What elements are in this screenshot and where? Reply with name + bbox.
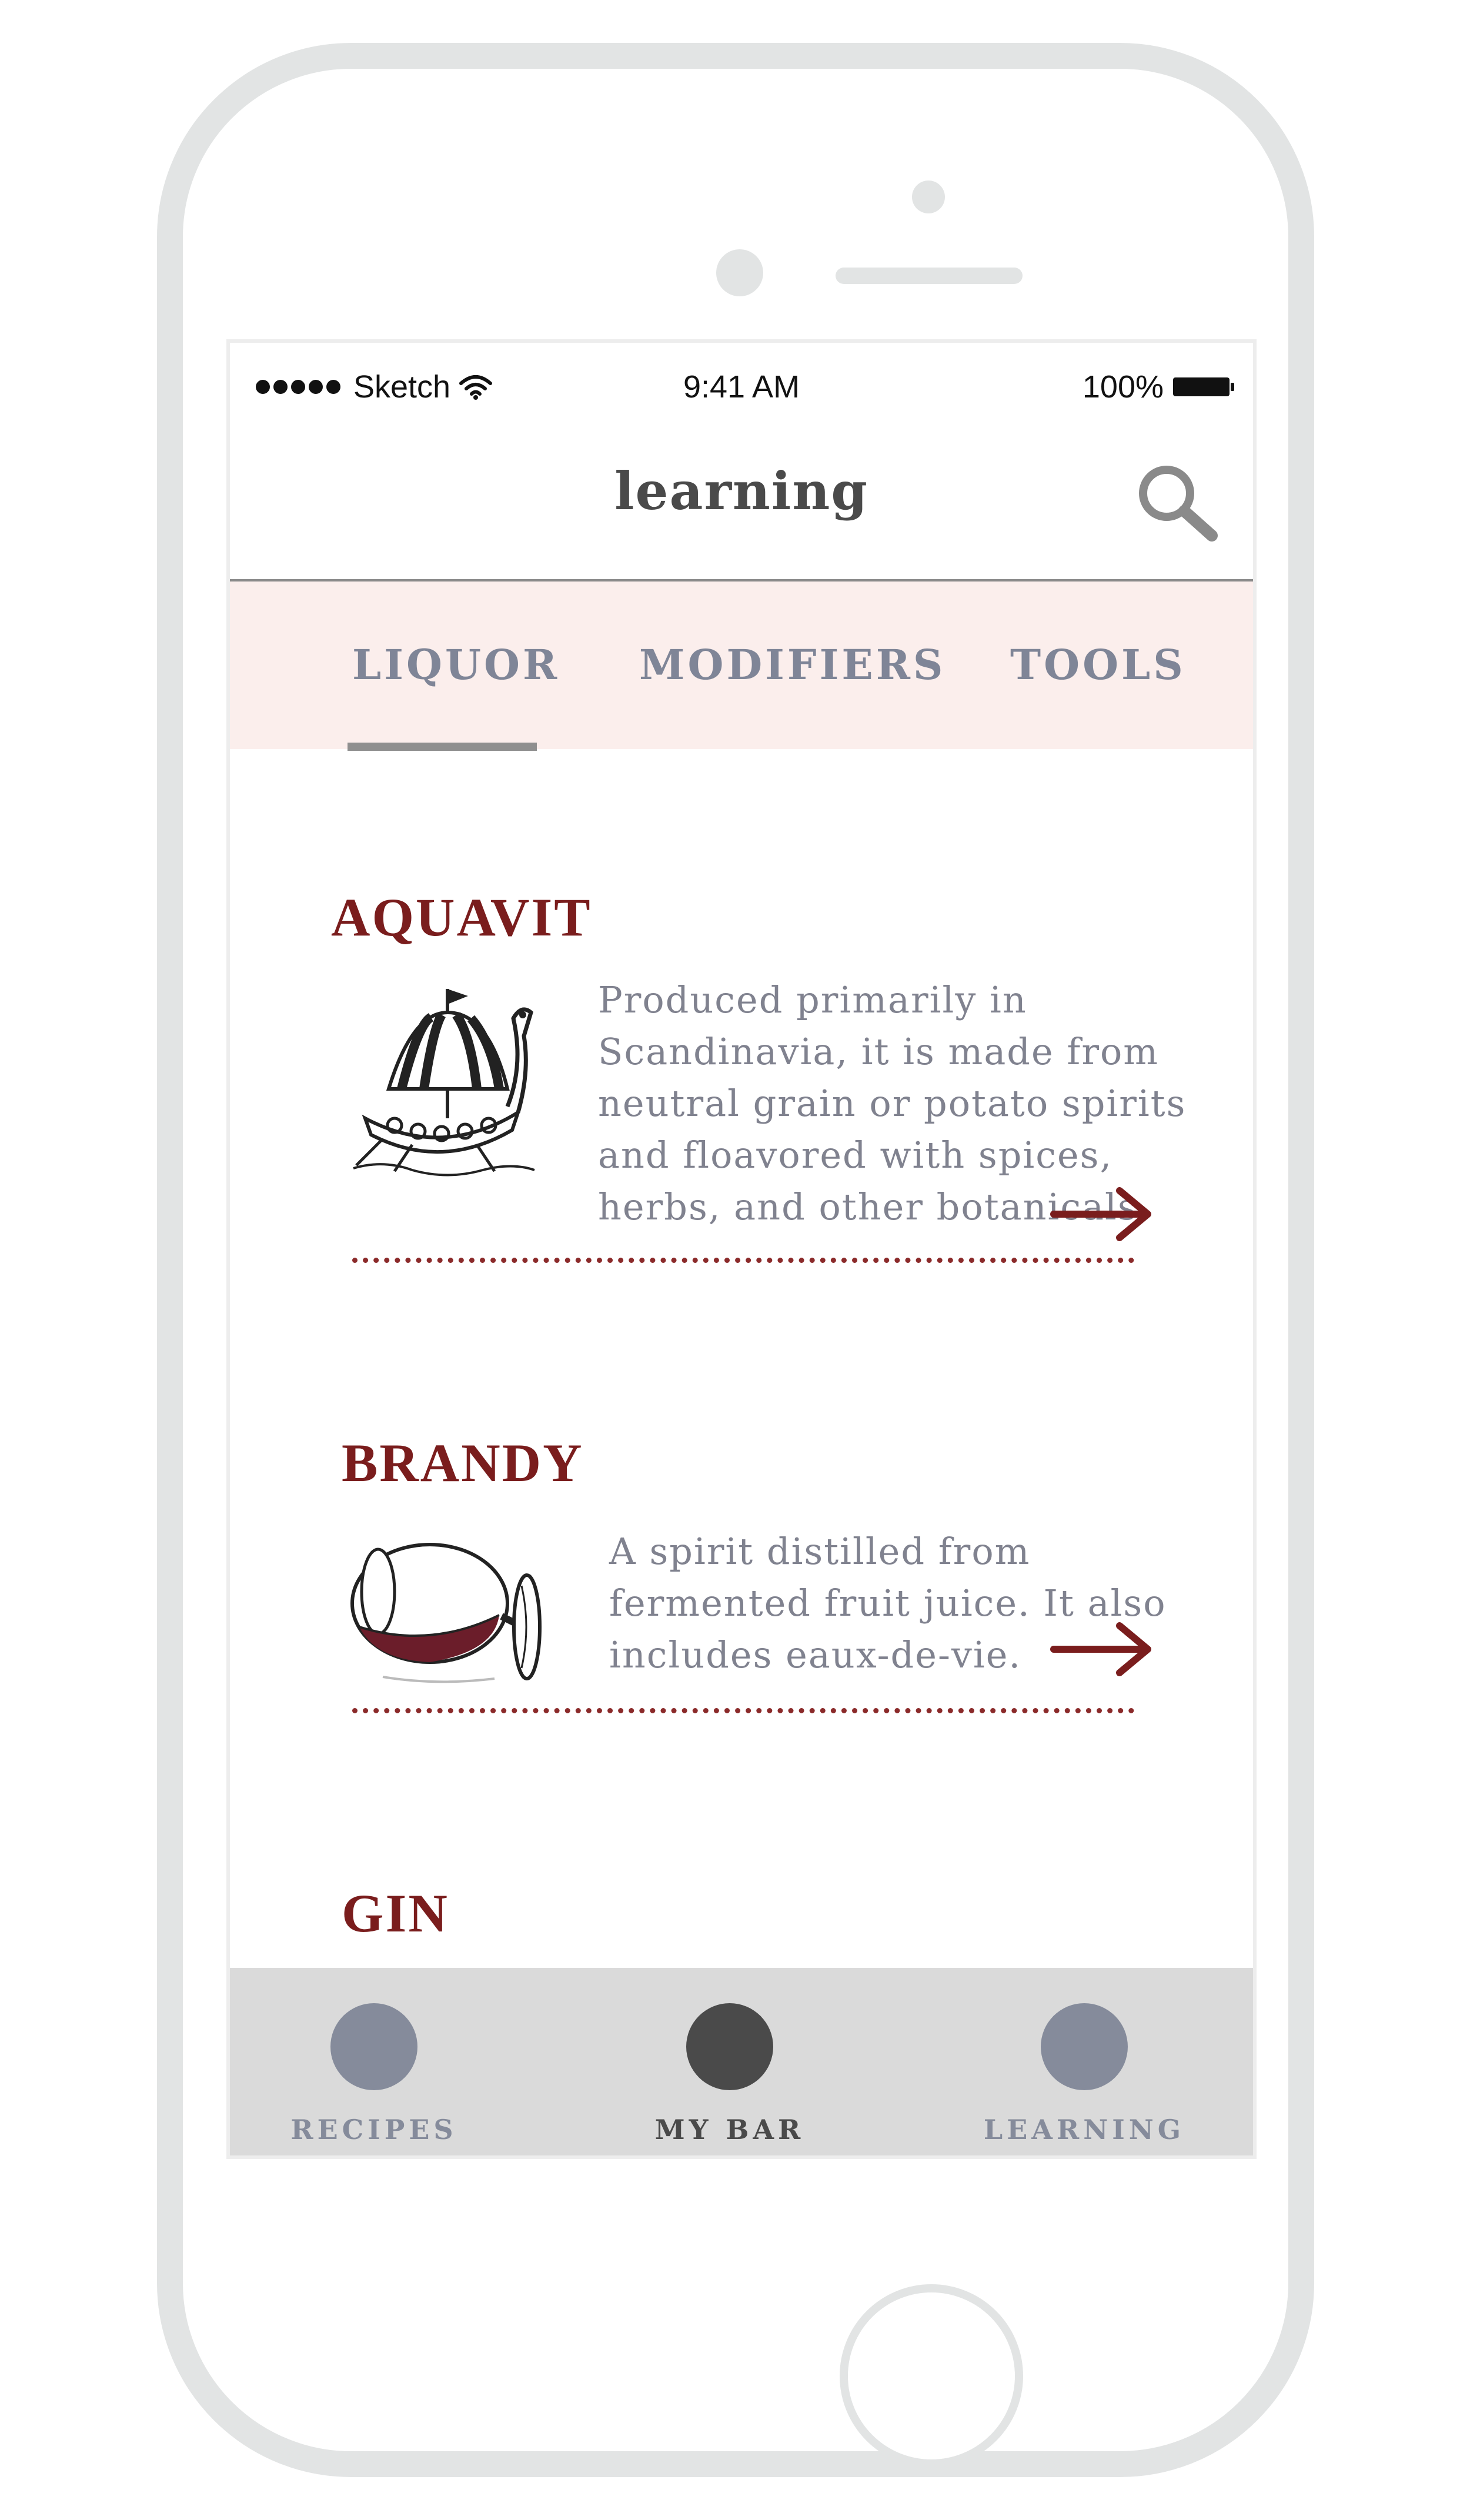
sensor-dot (912, 181, 945, 213)
status-time: 9:41 AM (683, 369, 800, 405)
status-right (1083, 369, 1235, 405)
tab-modifiers[interactable]: MODIFIERS (639, 640, 946, 689)
page-title: learning (614, 460, 868, 522)
divider (352, 1708, 1134, 1713)
item-title: BRANDY (342, 1433, 584, 1493)
liquor-list (230, 751, 1253, 1943)
brandy-glass-icon (348, 1515, 547, 1686)
tab-label: LEARNING (983, 2114, 1185, 2145)
app-screen (226, 339, 1257, 2159)
tab-learning[interactable] (967, 2003, 1202, 2145)
divider (352, 1258, 1134, 1263)
battery-icon (1172, 374, 1235, 400)
tab-tools[interactable]: TOOLS (1010, 640, 1186, 689)
arrow-right-icon[interactable] (1050, 1620, 1156, 1679)
search-icon[interactable] (1132, 460, 1221, 543)
tab-liquor[interactable]: LIQUOR (352, 640, 560, 689)
tab-label: MY BAR (654, 2114, 805, 2145)
recipes-tab-icon (330, 2003, 417, 2090)
category-tabs (230, 581, 1253, 749)
status-bar (230, 343, 1253, 425)
front-camera (716, 249, 763, 296)
learning-tab-icon (1041, 2003, 1128, 2090)
carrier-name: Sketch (353, 369, 451, 405)
tab-recipes[interactable] (256, 2003, 492, 2145)
item-title: AQUAVIT (331, 887, 592, 947)
item-title: GIN (342, 1883, 449, 1943)
bottom-tab-bar (230, 1968, 1253, 2159)
arrow-right-icon[interactable] (1050, 1185, 1156, 1244)
earpiece-speaker (836, 268, 1023, 284)
home-button[interactable] (840, 2284, 1023, 2468)
navigation-bar (230, 425, 1253, 581)
my-bar-tab-icon (686, 2003, 773, 2090)
battery-percent: 100% (1082, 369, 1164, 405)
tab-my-bar[interactable] (612, 2003, 847, 2145)
item-description: A spirit distilled from fermented fruit juice. It also includes eaux-de-vie. (609, 1530, 1167, 1676)
item-description: Produced primarily in Scandinavia, it is made from neutral grain or potato spirits and floavored with spices, herbs, and other botanicals. (598, 978, 1187, 1228)
viking-ship-icon (348, 971, 536, 1177)
tab-label: RECIPES (290, 2114, 457, 2145)
active-tab-indicator (348, 743, 537, 751)
